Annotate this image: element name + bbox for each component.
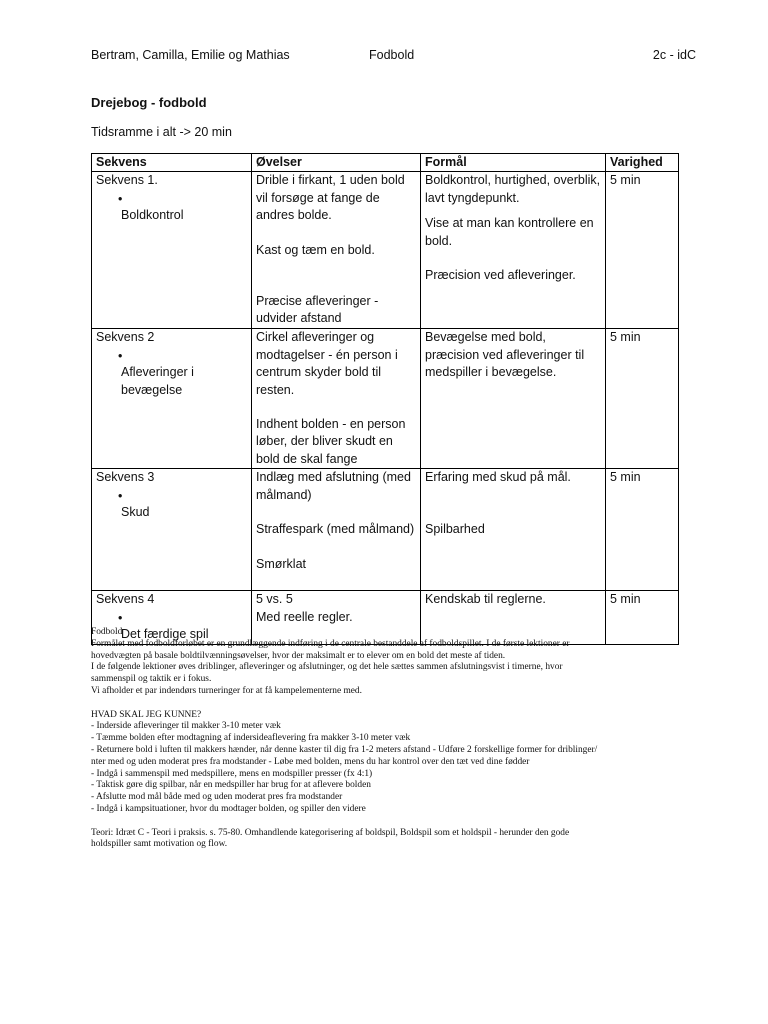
table-row: [92, 469, 679, 591]
plan-table: [91, 153, 679, 645]
cell-purpose: [421, 469, 606, 591]
cell-purpose: [421, 329, 606, 469]
cell-duration: 5 min: [606, 329, 679, 469]
sequence-label: Sekvens 1.: [96, 173, 158, 188]
cell-duration: 5 min: [606, 469, 679, 591]
theory-line: Teori: Idræt C - Teori i praksis. s. 75-80. Omhandlende kategorisering af boldspil, Boldspil som et holdspil - herunder den gode: [91, 827, 570, 838]
skill-line: - Inderside afleveringer til makker 3-10 meter væk: [91, 721, 281, 732]
cell-exercises: [252, 329, 421, 469]
exercise-text: Cirkel afleveringer og modtagelser - én person i centrum skyder bold til resten.: [256, 330, 398, 397]
notes-line: Vi afholder et par indendørs turneringer for at få kampelementerne med.: [91, 685, 362, 696]
exercise-text: Med reelle regler.: [256, 609, 353, 624]
notes-line: hovedvægten på basale boldtilvænningsøvelser, hvor der maksimalt er to elever om en bold det meste af tiden.: [91, 650, 506, 661]
bullet-icon: •: [118, 488, 123, 503]
purpose-text: Boldkontrol, hurtighed, overblik, lavt tyngdepunkt.: [425, 173, 601, 205]
exercise-text: Indhent bolden - en person løber, der bliver skudt en bold de skal fange: [256, 417, 406, 466]
skill-line: - Afslutte mod mål både med og uden moderat pres fra modstander: [91, 792, 343, 803]
notes-heading: Fodbold: [91, 627, 123, 637]
bullet-item: • Det færdige spil: [118, 610, 209, 642]
exercise-text: Præcise afleveringer - udvider afstand: [256, 294, 379, 326]
cell-duration: 5 min: [606, 591, 679, 644]
purpose-text: Vise at man kan kontrollere en bold.: [425, 216, 594, 248]
header-duration: Varighed: [606, 154, 679, 172]
sequence-label: Sekvens 2: [96, 330, 155, 345]
page-header: [91, 48, 696, 66]
sequence-label: Sekvens 4: [96, 592, 155, 607]
header-authors: Bertram, Camilla, Emilie og Mathias: [91, 48, 290, 62]
exercise-text: Drible i firkant, 1 uden bold vil forsøge at fange de andres bolde.: [256, 173, 405, 223]
header-exercises: Øvelser: [252, 154, 421, 172]
header-subject: Fodbold: [369, 48, 415, 62]
table-header-row: [92, 154, 679, 172]
bullet-icon: •: [118, 348, 123, 363]
cell-exercises: [252, 172, 421, 329]
sequence-label: Sekvens 3: [96, 470, 155, 485]
purpose-text: Bevægelse med bold, præcision ved afleveringer til medspiller i bevægelse.: [425, 330, 585, 380]
skill-line: - Indgå i kampsituationer, hvor du modtager bolden, og spiller den videre: [91, 803, 366, 814]
bullet-item: • Afleveringer i bevægelse: [118, 348, 194, 397]
bullet-icon: •: [118, 610, 123, 625]
notes-line: sammenspil og taktik er i fokus.: [91, 674, 212, 685]
table-row: [92, 172, 679, 329]
cell-sequence: [92, 329, 252, 469]
exercise-text: Kast og tæm en bold.: [256, 242, 375, 257]
skill-line: - Taktisk gøre dig spilbar, når en medspiller har brug for at aflevere bolden: [91, 780, 371, 791]
notes-line: I de følgende lektioner øves driblinger, afleveringer og afslutninger, og det hele sættes sammen afslutningsvist i timerne, hvor: [91, 662, 563, 673]
bullet-icon: •: [118, 191, 123, 206]
exercise-text: Straffespark (med målmand): [256, 522, 415, 537]
exercise-text: Smørklat: [256, 556, 306, 571]
skill-line: - Returnere bold i luften til makkers hænder, når denne kaster til dig fra 1-2 meters afstand - Udføre 2 forskellige former for driblinger/: [91, 744, 598, 755]
document-title: Drejebog - fodbold: [91, 95, 207, 110]
exercise-text: 5 vs. 5: [256, 592, 293, 607]
skill-line: nter med og uden moderat pres fra modstander - Løbe med bolden, mens du har kontrol over den tæt ved dine fødder: [91, 756, 530, 767]
bullet-item: • Boldkontrol: [118, 191, 184, 223]
purpose-text: Kendskab til reglerne.: [425, 592, 546, 607]
timeframe: Tidsramme i alt -> 20 min: [91, 125, 232, 139]
purpose-text: Præcision ved afleveringer.: [425, 268, 576, 283]
header-sequence: Sekvens: [92, 154, 252, 172]
table-row: [92, 329, 679, 469]
cell-purpose: [421, 172, 606, 329]
skills-heading: HVAD SKAL JEG KUNNE?: [91, 709, 202, 720]
cell-exercises: [252, 469, 421, 591]
cell-duration: 5 min: [606, 172, 679, 329]
theory-line: holdspiller samt motivation og flow.: [91, 839, 228, 850]
purpose-text: Spilbarhed: [425, 521, 485, 536]
header-purpose: Formål: [421, 154, 606, 172]
skill-line: - Tæmme bolden efter modtagning af indersideaflevering fra makker 3-10 meter væk: [91, 733, 411, 744]
purpose-text: Erfaring med skud på mål.: [425, 470, 571, 485]
skill-line: - Indgå i sammenspil med medspillere, mens en modspiller presser (fx 4:1): [91, 768, 373, 779]
notes-line: Formålet med fodboldforløbet er en grundlæggende indføring i de centrale bestanddele af fodboldspillet. I de første lektioner er: [91, 638, 570, 649]
exercise-text: Indlæg med afslutning (med målmand): [256, 470, 411, 502]
cell-sequence: [92, 469, 252, 591]
bullet-item: • Skud: [118, 488, 150, 520]
cell-sequence: [92, 172, 252, 329]
header-class: 2c - idC: [652, 48, 696, 62]
course-notes: [91, 627, 681, 851]
